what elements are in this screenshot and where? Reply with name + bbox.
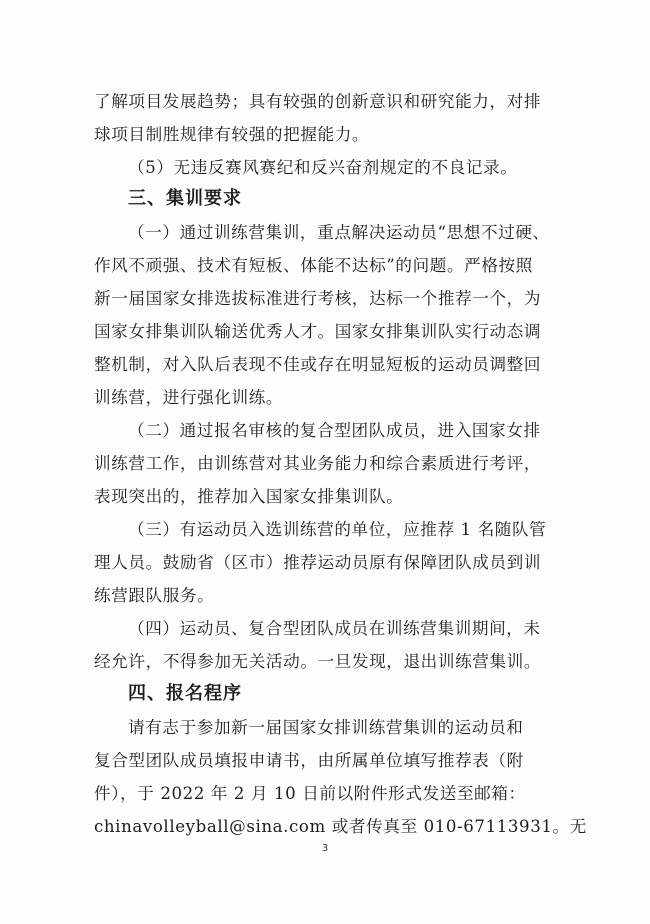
text-line: （四）运动员、复合型团队成员在训练营集训期间，未	[128, 619, 541, 638]
text-line: 件），于 2022 年 2 月 10 日前以附件形式发送至邮箱：	[94, 784, 526, 803]
section-heading-3: 三、集训要求	[128, 188, 242, 209]
page-number: 3	[321, 843, 329, 854]
text-line: （一）通过训练营集训，重点解决运动员“思想不过硬、	[128, 223, 550, 242]
text-line: 理人员。鼓励省（区市）推荐运动员原有保障团队成员到训	[94, 553, 542, 572]
text-line: 整机制，对入队后表现不佳或存在明显短板的运动员调整回	[94, 355, 542, 374]
text-line: （5）无违反赛风赛纪和反兴奋剂规定的不良记录。	[128, 158, 518, 177]
text-line: 训练营工作，由训练营对其业务能力和综合素质进行考评，	[94, 454, 542, 473]
text-line: （二）通过报名审核的复合型团队成员，进入国家女排	[128, 421, 541, 440]
text-line: 经允许，不得参加无关活动。一旦发现，退出训练营集训。	[94, 652, 542, 671]
text-line: 练营跟队服务。	[94, 586, 215, 605]
text-line: 表现突出的，推荐加入国家女排集训队。	[94, 487, 404, 506]
text-line: 国家女排集训队输送优秀人才。国家女排集训队实行动态调	[94, 322, 542, 341]
text-line: （三）有运动员入选训练营的单位，应推荐 1 名随队管	[128, 520, 547, 539]
text-line: 球项目制胜规律有较强的把握能力。	[94, 125, 370, 144]
text-line: chinavolleyball@sina.com 或者传真至 010-67113931。无	[94, 817, 587, 836]
text-line: 新一届国家女排选拔标准进行考核，达标一个推荐一个，为	[94, 289, 542, 308]
text-line: 复合型团队成员填报申请书，由所属单位填写推荐表（附	[94, 751, 524, 770]
text-line: 请有志于参加新一届国家女排训练营集训的运动员和	[128, 718, 524, 737]
text-line: 了解项目发展趋势；具有较强的创新意识和研究能力，对排	[94, 92, 542, 111]
text-line: 作风不顽强、技术有短板、体能不达标”的问题。严格按照	[94, 256, 533, 275]
section-heading-4: 四、报名程序	[128, 683, 242, 704]
text-line: 训练营，进行强化训练。	[94, 388, 284, 407]
